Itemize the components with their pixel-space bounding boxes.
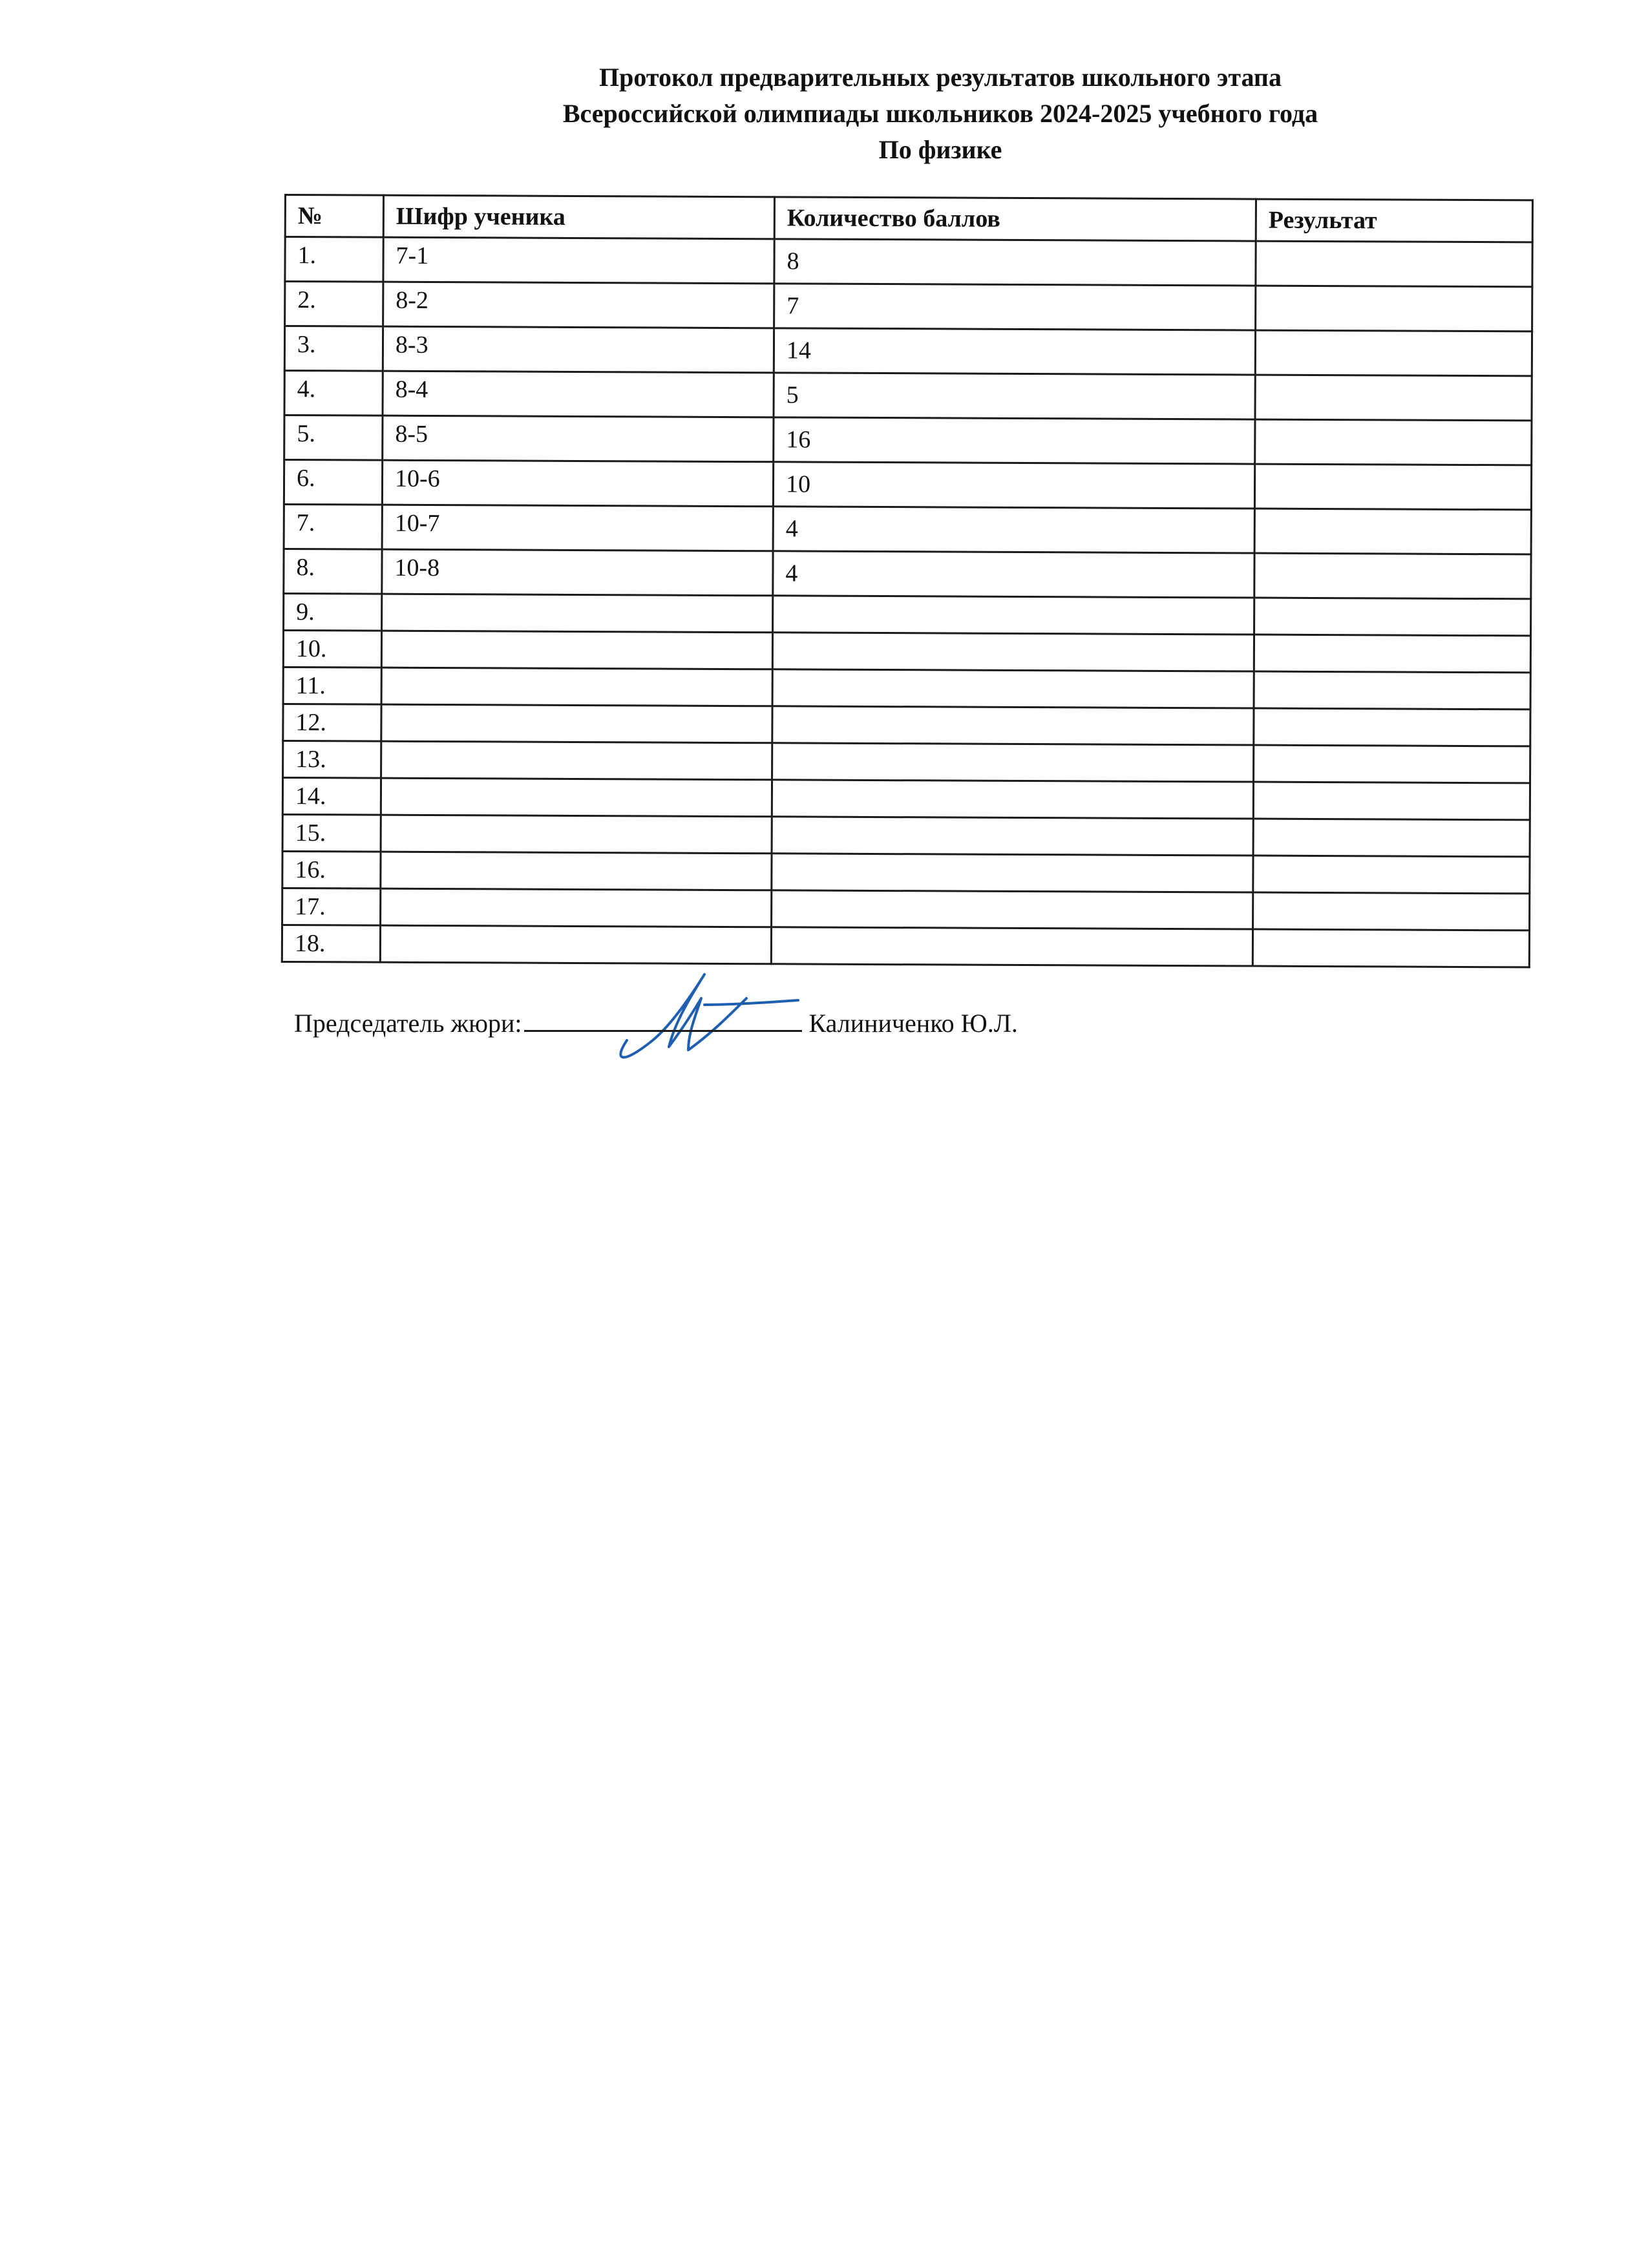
student-code-cell	[380, 925, 771, 964]
table-row	[284, 549, 1531, 599]
result-cell	[1252, 929, 1529, 967]
score-cell: 16	[774, 417, 1255, 464]
results-table	[281, 194, 1534, 968]
result-cell	[1254, 745, 1530, 783]
student-code-cell: 7-1	[383, 237, 774, 284]
result-cell	[1254, 598, 1531, 636]
student-code-cell: 8-2	[383, 282, 774, 328]
score-cell	[772, 854, 1253, 892]
score-cell: 14	[774, 328, 1255, 375]
table-row	[284, 594, 1531, 636]
result-cell	[1254, 708, 1530, 746]
result-cell	[1253, 782, 1530, 820]
student-code-cell	[381, 815, 772, 854]
student-code-cell: 10-7	[382, 505, 773, 551]
score-cell	[772, 890, 1253, 929]
student-code-cell	[381, 631, 772, 669]
table-row	[283, 667, 1530, 709]
score-cell: 4	[773, 551, 1254, 598]
header-line-1: Протокол предварительных результатов школьного этапа	[599, 63, 1282, 92]
student-code-cell	[381, 888, 772, 927]
student-code-cell: 8-5	[383, 415, 774, 462]
row-number-cell: 13.	[283, 740, 381, 778]
column-header-score: Количество баллов	[774, 197, 1256, 241]
student-code-cell	[381, 778, 772, 817]
result-cell	[1256, 241, 1532, 287]
student-code-cell: 10-6	[382, 460, 773, 507]
table-row	[282, 777, 1530, 819]
header-line-3: По физике	[878, 135, 1002, 164]
row-number-cell: 12.	[283, 704, 381, 741]
result-cell	[1254, 464, 1531, 510]
student-code-cell	[382, 594, 773, 633]
result-cell	[1256, 286, 1532, 331]
table-row	[284, 371, 1532, 421]
score-cell: 10	[773, 462, 1254, 509]
result-cell	[1254, 635, 1530, 673]
column-header-result: Результат	[1256, 199, 1532, 242]
result-cell	[1253, 819, 1530, 857]
score-cell: 4	[773, 507, 1254, 553]
student-code-cell	[381, 704, 772, 743]
result-cell	[1255, 330, 1532, 376]
row-number-cell: 9.	[284, 594, 382, 631]
row-number-cell: 4.	[284, 371, 383, 416]
result-cell	[1255, 419, 1532, 465]
result-cell	[1253, 856, 1530, 894]
score-cell: 5	[774, 373, 1255, 419]
score-cell	[772, 706, 1254, 745]
header-line-2: Всероссийской олимпиады школьников 2024-2025 учебного года	[562, 99, 1318, 128]
table-row	[284, 415, 1532, 465]
signature-line	[524, 1008, 802, 1032]
row-number-cell: 15.	[282, 814, 381, 852]
jury-chair-name: Калиниченко Ю.Л.	[808, 1009, 1018, 1038]
row-number-cell: 14.	[282, 777, 381, 815]
table-row	[284, 505, 1531, 554]
score-cell	[773, 596, 1254, 635]
table-row	[284, 326, 1532, 376]
table-row	[283, 631, 1530, 673]
result-cell	[1254, 553, 1531, 599]
row-number-cell: 11.	[283, 667, 381, 704]
student-code-cell: 8-3	[383, 326, 774, 373]
result-cell	[1255, 375, 1532, 421]
result-cell	[1253, 892, 1530, 930]
table-body	[282, 237, 1532, 967]
table-row	[282, 888, 1530, 930]
score-cell	[772, 780, 1253, 819]
result-cell	[1254, 509, 1531, 554]
table-row	[285, 282, 1532, 331]
student-code-cell	[381, 852, 772, 890]
student-code-cell	[381, 741, 772, 780]
table-row	[284, 460, 1531, 510]
table-row	[283, 740, 1530, 782]
score-cell	[772, 669, 1254, 708]
row-number-cell: 16.	[282, 851, 381, 888]
score-cell	[771, 927, 1252, 966]
row-number-cell: 3.	[284, 326, 383, 372]
row-number-cell: 2.	[285, 282, 383, 327]
score-cell	[772, 743, 1254, 782]
table-row	[283, 704, 1530, 746]
score-cell	[772, 817, 1253, 856]
table-row	[282, 814, 1530, 856]
table-header-row	[285, 195, 1532, 242]
column-header-student-code: Шифр ученика	[383, 195, 774, 239]
table-row	[282, 925, 1529, 967]
row-number-cell: 17.	[282, 888, 381, 925]
student-code-cell: 8-4	[383, 371, 774, 417]
document-header	[323, 59, 1558, 168]
score-cell: 8	[774, 239, 1256, 286]
row-number-cell: 8.	[284, 549, 382, 594]
score-cell: 7	[774, 284, 1256, 330]
table-row	[282, 851, 1530, 893]
result-cell	[1254, 671, 1530, 709]
row-number-cell: 5.	[284, 415, 383, 461]
table-row	[285, 237, 1532, 287]
row-number-cell: 18.	[282, 925, 380, 962]
row-number-cell: 7.	[284, 505, 382, 550]
student-code-cell: 10-8	[382, 549, 773, 596]
row-number-cell: 10.	[283, 631, 381, 668]
row-number-cell: 6.	[284, 460, 382, 505]
signature-label: Председатель жюри:	[294, 1009, 522, 1038]
column-header-number: №	[285, 195, 383, 238]
row-number-cell: 1.	[285, 237, 383, 282]
signature-block	[294, 1008, 1018, 1038]
student-code-cell	[381, 667, 772, 706]
score-cell	[772, 633, 1254, 671]
